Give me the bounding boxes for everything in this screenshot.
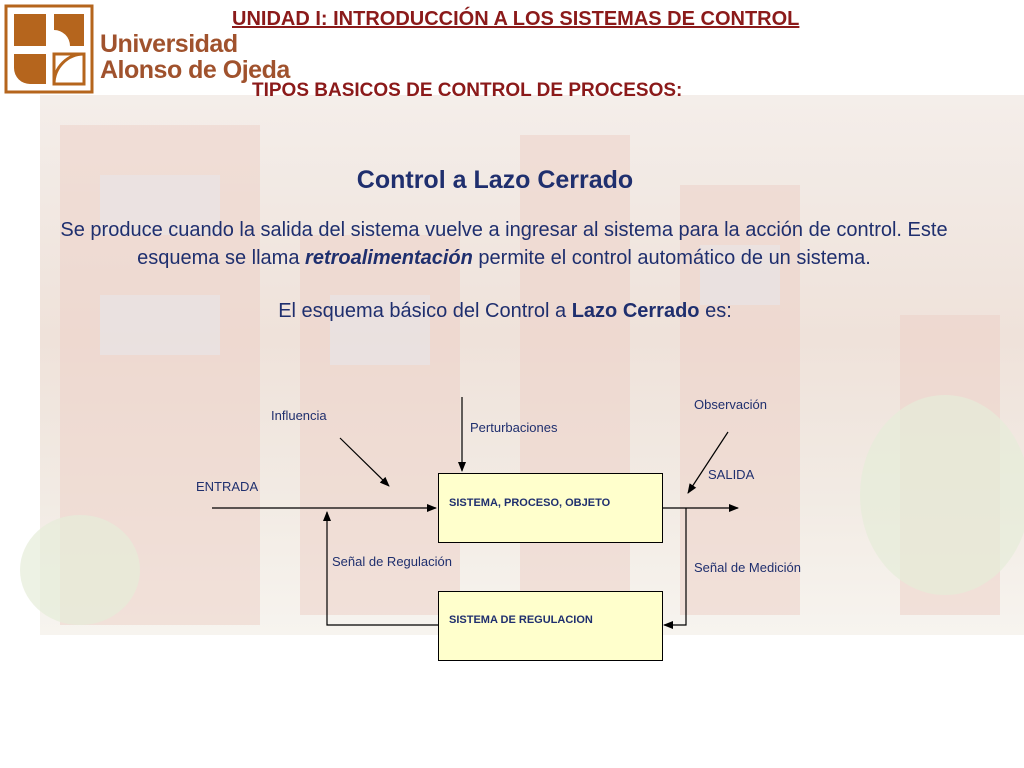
feedback-term: retroalimentación <box>305 247 473 269</box>
slide-subtitle: TIPOS BASICOS DE CONTROL DE PROCESOS: <box>252 80 683 101</box>
regulation-system-box <box>438 591 663 661</box>
measurement-feedback-arrow <box>664 508 686 625</box>
scheme-bold-term: Lazo Cerrado <box>571 300 700 322</box>
observation-label: Observación <box>694 397 767 412</box>
influence-label: Influencia <box>271 408 327 423</box>
scheme-text-1: El esquema básico del Control a <box>278 300 572 322</box>
system-process-box <box>438 473 663 543</box>
observation-arrow <box>688 432 728 493</box>
output-label: SALIDA <box>708 467 755 482</box>
scheme-text-2: es: <box>699 300 732 322</box>
logo-line2: Alonso de Ojeda <box>100 56 290 84</box>
regulation-system-label: SISTEMA DE REGULACION <box>449 614 593 626</box>
system-process-label: SISTEMA, PROCESO, OBJETO <box>449 497 611 509</box>
disturbance-label: Perturbaciones <box>470 420 558 435</box>
input-label: ENTRADA <box>196 479 259 494</box>
logo-line1: Universidad <box>100 30 238 58</box>
influence-arrow <box>340 438 389 486</box>
measurement-signal-label: Señal de Medición <box>694 560 801 575</box>
description-text-2: permite el control automático de un sistema. <box>472 247 871 269</box>
section-heading: Control a Lazo Cerrado <box>356 166 634 194</box>
description-text-1: Se produce cuando la salida del sistema vuelve a ingresar al sistema para la acción de control. Este esquema se llama <box>60 219 948 269</box>
regulation-signal-label: Señal de Regulación <box>332 554 452 569</box>
slide-title: UNIDAD I: INTRODUCCIÓN A LOS SISTEMAS DE CONTROL <box>232 8 800 30</box>
